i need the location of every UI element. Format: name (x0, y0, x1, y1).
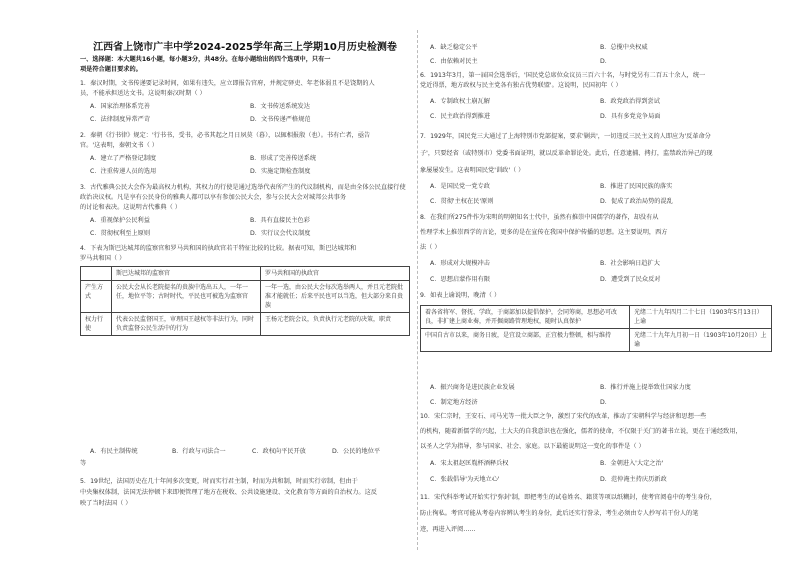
q7-stem-line3: 象屡屡发生。这表明国民党'训政'（ ） (420, 167, 525, 174)
q2-stem-line2: 官。'这表明，秦朝文书（ ） (80, 142, 158, 149)
q5-option-c: C．由依赖对民主 (430, 58, 478, 65)
table-header-row (81, 267, 410, 281)
q7-stem-line2: 子'，只要经省（或特别市）党委书面证明，就以反革命罪论处。此后，任意逮捕、拷打，监禁政治异己的现 (420, 150, 713, 157)
table-row (81, 281, 410, 313)
table-cell: 着各省将军、督抚、学政，于商部加以提倡保护，会同筹商，思想必可改良，非扩建上商业奏，并开掘商路管理地权，随时认真保护 (421, 306, 630, 329)
q10-option-b: B．金朝进入'大定之治' (600, 460, 664, 467)
table-cell: 一年一选，由公民大会每次选举两人，并且元老院批准才能就任；后来平民也可以当选，但大部分来自贵族 (261, 281, 410, 313)
q8-option-d: D．遭受到了民众反对 (600, 276, 661, 283)
q3-option-c: C．贯彻权利至上原则 (90, 230, 151, 237)
q5-stem-line3: 映了当时法国（ ） (80, 500, 132, 507)
q10-option-a: A．宋太祖赵匡胤杯酒释兵权 (430, 460, 509, 467)
q7-option-c: C．贯彻'主权在民'原则 (430, 198, 494, 205)
q4-option-a: A．有民主制传统 (90, 448, 138, 455)
q6-stem-line2: 党近得票，地方政权与民主党各有独占优势联盟'。这说明，民国初年（ ） (420, 82, 622, 89)
left-column (80, 0, 410, 562)
q9-option-d: D． (600, 399, 611, 406)
table-cell: 光绪二十九年四月二十七日（1903年5月13日）上谕 (630, 306, 772, 329)
q5-option-d: D． (600, 58, 611, 65)
table-header-cell: 斯巴达城邦的监察官 (112, 267, 261, 281)
table-cell: 代表公民监督国王，审理国王越权等非法行为，同时负责监督公民生活中的行为 (112, 313, 261, 336)
q5-option-b: B．总揽中央权威 (600, 44, 648, 51)
q8-option-c: C．思想启蒙作用有限 (430, 276, 491, 283)
q4-stem-line2: 罗马共和国（ ） (80, 255, 126, 262)
q10-stem-line1: 10．宋仁宗时，王安石、司马光等一批大臣之争，激烈了宋代的改革，推动了宋朝科学与经济和思想一些 (420, 413, 707, 420)
q7-option-d: D．促成了政治局势的混乱 (600, 198, 673, 205)
q9-edict-table (420, 305, 772, 352)
q6-stem-line1: 6．1913年3月，第一届国会选举后，'国民党总席位众议员三百六十名，与时党另有二百五十余人，统一 (420, 72, 706, 79)
q3-stem-line1: 3．古代雅典公民大会作为最高权力机构，其权力的行使是通过选举代表所产生的代议制机构，而是由全体公民直接行使 (80, 184, 406, 191)
q11-stem-line2: 防止徇私。考官可能从考卷内容辨认考生的身份，此后还实行誊录，考生必须由专人抄写若干份人的笔 (420, 510, 699, 517)
table-cell: 光绪二十九年九月初一日（1903年10月20日）上谕 (630, 329, 772, 352)
q4-stem-line1: 4．下表为斯巴达城邦的监察官和罗马共和国的执政官若干特征比较的比较。据表可知，斯巴达城邦和 (80, 245, 357, 252)
q2-option-c: C．注重传递人员的选用 (90, 168, 157, 175)
q6-option-b: B．政党政治得到尝试 (600, 98, 660, 105)
exam-title: 江西省上饶市广丰中学2024-2025学年高三上学期10月历史检测卷 (93, 42, 397, 53)
table-row (81, 313, 410, 336)
q10-stem-line3: 以圣人之学为指导，参与国家、社会、家庭。以下最能说明这一变化的事件是（ ） (420, 443, 645, 450)
q3-option-a: A．重视保护公民利益 (90, 217, 150, 224)
q6-option-a: A．专制政权土崩瓦解 (430, 98, 490, 105)
q1-option-d: D．文书传递严格规范 (250, 116, 311, 123)
q2-option-b: B．形成了完善传送系统 (250, 155, 317, 162)
q1-option-c: C．法律制度异常严苛 (90, 116, 151, 123)
q9-stem: 9．如表上谕说明，晚清（ ） (420, 292, 501, 299)
q8-option-b: B．社会影响日趋扩大 (600, 260, 660, 267)
q2-option-d: D．实施定期检查制度 (250, 168, 311, 175)
q10-option-c: C．张载倡导'为天地立心' (430, 476, 500, 483)
q3-option-d: D．实行议会代议制度 (250, 230, 311, 237)
q4-comparison-table (80, 266, 410, 336)
q6-option-c: C．民主政治得到推进 (430, 113, 491, 120)
column-divider (417, 30, 418, 550)
table-header-cell (81, 267, 112, 281)
table-header-cell: 罗马共和国的执政官 (261, 267, 410, 281)
q11-stem-line3: 迹，再进入评阅…… (420, 526, 476, 533)
q1-stem-line2: 员，不能承担送达文书。这说明秦汉时期（ ） (80, 90, 206, 97)
table-cell: 公民大会从长老院提名的贵族中选出五人，一年一任，地位平等；古时时代，平民也可被选为监察官 (112, 281, 261, 313)
q4-option-c: C．政权向平民开放 (252, 448, 306, 455)
q11-stem-line1: 11．宋代科举考试开始实行'弥封'制，即把考生的试卷姓名、籍贯等项以纸糊封，使考官阅卷中的考生身份， (420, 494, 716, 501)
q8-option-a: A．形成对大规模冲击 (430, 260, 490, 267)
q9-option-a: A．振兴商务是进民族企业发展 (430, 384, 515, 391)
table-row-label: 权力行使 (81, 313, 112, 336)
table-cell: 中国自古市以来，商务日疲，是宜设立商部，正宜极力整顿，相与维持 (421, 329, 630, 352)
q7-option-a: A．是国民党一党专政 (430, 183, 490, 190)
q4-option-tail: 等 (80, 460, 87, 467)
q1-stem-line1: 1．秦汉时期，文书传递要记录时间，如果有违失，应立即报告官府，并规定驿吏、年老体弱且不是饶期的人 (80, 80, 375, 87)
right-column (420, 0, 772, 562)
q8-stem-line2: 性理学术上推崇西学的言论，更多的是在宣传在我国中保护传播的思想。这主要说明，西方 (420, 229, 668, 236)
q10-option-d: D．范仲淹主持庆历新政 (600, 476, 667, 483)
q7-option-b: B．推进了民国民族的落实 (600, 183, 673, 190)
table-row (421, 329, 772, 352)
q8-stem-line3: 法（ ） (420, 244, 441, 251)
q3-stem-line2: 政治决议权。凡是享有公民身份的雅典人都可以享有参加公民大会，参与公民大会对城邦公共事务 (80, 194, 347, 201)
q4-option-b: B．行政与司法合一 (172, 448, 226, 455)
table-row-label: 产生方式 (81, 281, 112, 313)
q4-option-d: D．公民的地位平 (332, 448, 381, 455)
q6-option-d: D．具有多党竞争局面 (600, 113, 661, 120)
q9-option-b: B．推行并施上提举致仕国家力度 (600, 384, 691, 391)
q10-stem-line2: 的机构，随着新儒学的兴起，土大夫的自我意识也在强化，儒者的使命，不仅限于关门的著书立说，更在于通经致用， (420, 428, 742, 435)
q2-option-a: A．建立了严格登记制度 (90, 155, 157, 162)
q3-option-b: B．具有直接民主色彩 (250, 217, 310, 224)
q1-option-a: A．国家治理体系完善 (90, 103, 150, 110)
q5-option-a: A．缺乏稳定公平 (430, 44, 478, 51)
q1-option-b: B．文书传送系统发达 (250, 103, 310, 110)
table-cell: 王杨元老院会议，负责执行元老院的决策，职责 (261, 313, 410, 336)
q7-stem-line1: 7．1929年，国民党三大通过了上海特别市党部提案，要求'剿共'，一切违反三民主义的人即应为'反革命分 (420, 133, 711, 140)
section-instructions-line2: 项是符合题目要求的。 (80, 66, 142, 73)
q2-stem-line1: 2．秦朝《行书律》规定：'行书书，受书，必书其起之月日夙莫（暮），以辄相报殷（也）。书有亡者，亟告 (80, 132, 371, 139)
section-instructions-line1: 一、选择题：本大题共16小题，每小题3分，共48分。在每小题给出的四个选项中，只有一 (80, 56, 331, 63)
table-row (421, 306, 772, 329)
q5-stem-line2: 中央集权体制，法国无法停顿下来即便管理了地方在税收、公共设施建设、文化教育等方面的自治权力。这反 (80, 489, 377, 496)
q3-stem-line3: 的讨论和表决。这说明古代雅典（ ） (80, 204, 181, 211)
q8-stem-line1: 8．在我们所275件作为宋明的明朝知名士代中，虽然有推崇中国儒学的著作，却没有从 (420, 214, 659, 221)
q5-stem-line1: 5．19世纪，法国历史在几十年间多次变更，时而实行君主制，时而为共和制，时而实行帝制，但由于 (80, 478, 358, 485)
q9-option-c: C．制定地方经济 (430, 399, 478, 406)
